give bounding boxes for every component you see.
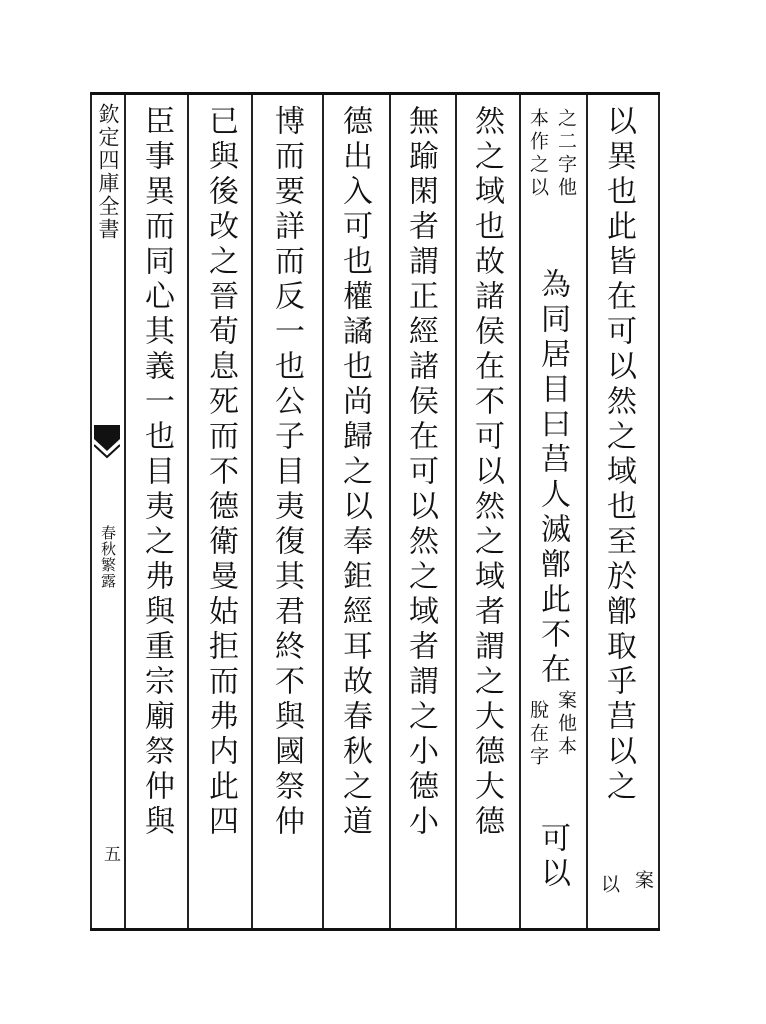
column-rule [322, 95, 324, 928]
column-rule [586, 95, 588, 928]
text-column-4: 無踰閑者謂正經諸侯在可以然之域者謂之小德小 [403, 105, 438, 840]
text-column-2: 為同居目曰莒人滅鄫此不在 [535, 268, 570, 688]
text-column-7: 已與後改之晉荀息死而不德衛曼姑拒而弗内此四 [203, 105, 238, 840]
book-title: 春秋繁露 [99, 525, 117, 589]
column-rule [187, 95, 189, 928]
column-rule [389, 95, 391, 928]
text-column-2-tail: 可以 [535, 822, 570, 892]
annotation-right: 之二字他 [555, 108, 577, 200]
annotation-left: 脫在字 [527, 700, 549, 769]
column-rule [455, 95, 457, 928]
column-rule [124, 95, 126, 928]
fish-tail-mark-icon [94, 425, 120, 465]
margin-column [92, 95, 122, 928]
annotation-left: 本作之以 [527, 108, 549, 200]
column-rule [658, 95, 660, 928]
annotation-note: 以 [598, 874, 620, 897]
column-rule [251, 95, 253, 928]
annotation-right: 案他本 [555, 690, 577, 759]
text-column-6: 博而要詳而反一也公子目夷復其君終不與國祭仲 [269, 105, 304, 840]
top-border [90, 92, 660, 95]
collection-title: 欽定四庫全書 [96, 103, 120, 241]
annotation-note: 案 [632, 870, 654, 893]
text-column-3: 然之域也故諸侯在不可以然之域者謂之大德大德 [469, 105, 504, 840]
column-rule [519, 95, 521, 928]
text-column-8: 臣事異而同心其義一也目夷之弗與重宗廟祭仲與 [139, 105, 174, 840]
text-column-5: 德出入可也權譎也尚歸之以奉鉅經耳故春秋之道 [337, 105, 372, 840]
bottom-border [90, 928, 660, 931]
text-column-1: 以異也此皆在可以然之域也至於鄫取乎莒以之 [601, 105, 636, 805]
page-number: 五 [100, 845, 120, 862]
